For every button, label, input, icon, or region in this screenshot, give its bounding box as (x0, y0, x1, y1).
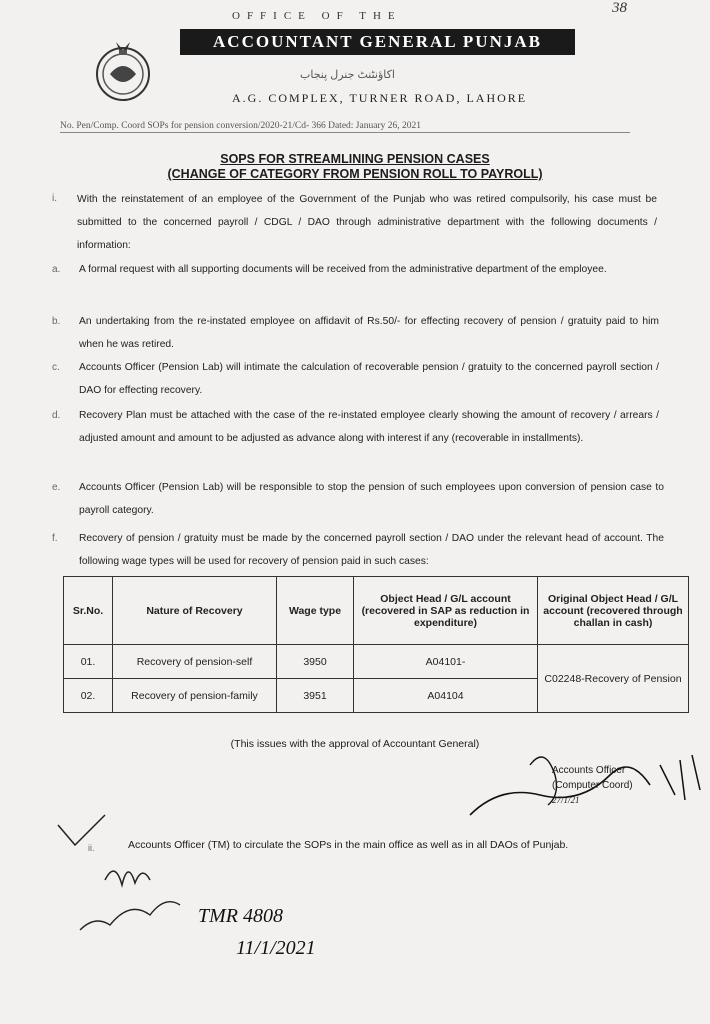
office-address: A.G. COMPLEX, TURNER ROAD, LAHORE (232, 91, 528, 105)
item-e-text: Accounts Officer (Pension Lab) will be responsible to stop the pension of such employees upon conversion of pension case to payroll category. (79, 482, 664, 516)
header-srno: Sr.No. (64, 577, 113, 645)
row-nature: Recovery of pension-self (113, 645, 277, 679)
row-object-head: A04104 (354, 679, 538, 713)
office-of-label: OFFICE OF THE (232, 10, 402, 22)
approval-line: (This issues with the approval of Accountant General) (230, 738, 480, 750)
header-wage-type: Wage type (277, 577, 354, 645)
circulation-line: Accounts Officer (TM) to circulate the SOPs in the main office as well as in all DAOs of Punjab. (128, 839, 569, 851)
signatory-title: Accounts Officer (552, 765, 626, 776)
item-a-marker: a. (52, 264, 61, 275)
handwritten-date: 11/1/2021 (236, 937, 316, 959)
signatory-date: 27/1/21 (552, 795, 580, 805)
row-wage-type: 3950 (277, 645, 354, 679)
document-subtitle: (CHANGE OF CATEGORY FROM PENSION ROLL TO PAYROLL) (167, 167, 543, 181)
item-c-text: Accounts Officer (Pension Lab) will intimate the calculation of recoverable pension / gratuity to the concerned payroll section / DAO for effecting recovery. (79, 362, 659, 396)
row-srno: 01. (64, 645, 113, 679)
item-f-marker: f. (52, 533, 58, 544)
item-a-text: A formal request with all supporting documents will be received from the administrative department of the employee. (79, 264, 607, 275)
merged-original-head: C02248-Recovery of Pension (538, 645, 689, 713)
item-d-text: Recovery Plan must be attached with the case of the re-instated employee clearly showing the amount of recovery / arrears / adjusted amount and amount to be adjusted as advance along with interest if any (recoverable in installments). (79, 410, 659, 444)
item-f-text: Recovery of pension / gratuity must be made by the concerned payroll section / DAO under the relevant head of account. The following wage types will be used for recovery of pension paid in such cases: (79, 533, 664, 567)
header-object-head: Object Head / G/L account (recovered in SAP as reduction in expenditure) (354, 577, 538, 645)
handwritten-note: TMR 4808 (198, 905, 283, 927)
organization-banner: ACCOUNTANT GENERAL PUNJAB (180, 29, 575, 55)
signatory-designation: (Computer Coord) (552, 780, 633, 791)
row-object-head: A04101- (354, 645, 538, 679)
reference-line: No. Pen/Comp. Coord SOPs for pension conversion/2020-21/Cd- 366 Dated: January 26, 2021 (60, 121, 630, 133)
document-title: SOPS FOR STREAMLINING PENSION CASES (220, 152, 490, 166)
government-seal-logo (92, 36, 154, 104)
item-d-marker: d. (52, 410, 61, 421)
intro-paragraph: With the reinstatement of an employee of the Government of the Punjab who was retired compulsorily, his case must be submitted to the concerned payroll / CDGL / DAO through administrative department with the following documents / information: (77, 194, 657, 251)
handwritten-initials (50, 805, 200, 945)
header-original-object-head: Original Object Head / G/L account (recovered through challan in cash) (538, 577, 689, 645)
item-b-text: An undertaking from the re-instated employee on affidavit of Rs.50/- for effecting recovery of pension / gratuity paid to him when he was retired. (79, 316, 659, 350)
table-row (64, 645, 689, 679)
row-wage-type: 3951 (277, 679, 354, 713)
header-nature: Nature of Recovery (113, 577, 277, 645)
row-nature: Recovery of pension-family (113, 679, 277, 713)
item-c-marker: c. (52, 362, 60, 373)
recovery-table (63, 576, 689, 713)
circulation-marker: ii. (88, 843, 95, 853)
page-number: 38 (612, 0, 627, 16)
row-srno: 02. (64, 679, 113, 713)
urdu-line: اکاؤنٹنٹ جنرل پنجاب (300, 69, 395, 81)
item-e-marker: e. (52, 482, 61, 493)
intro-marker: i. (52, 193, 57, 204)
signatory-block (552, 763, 633, 808)
item-b-marker: b. (52, 316, 61, 327)
